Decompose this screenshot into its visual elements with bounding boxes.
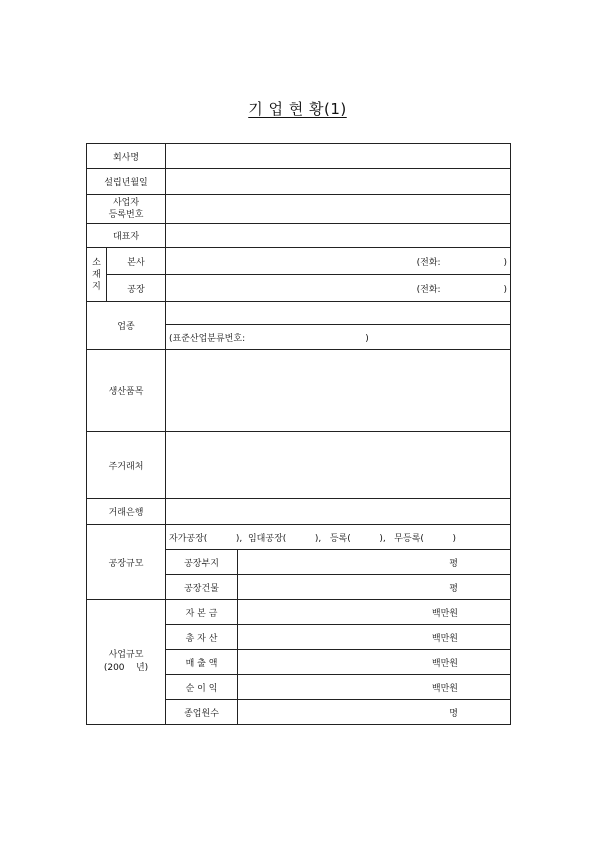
ownership-field[interactable]: 자가공장( ), 임대공장( ), 등록( ), 무등록( ): [166, 525, 511, 550]
products-field[interactable]: [166, 350, 511, 432]
location-char-1: 소: [92, 257, 101, 268]
sales-field[interactable]: [238, 650, 511, 675]
biz-scale-label-line2: (200 년): [103, 663, 149, 673]
factory-building-field[interactable]: [238, 575, 511, 600]
total-assets-unit: 백만원: [431, 633, 458, 644]
main-clients-label: 주거래처: [87, 432, 166, 499]
biz-scale-label-line1: 사업규모: [108, 650, 144, 660]
factory-scale-label: 공장규모: [87, 525, 166, 600]
factory-site-unit: 평: [449, 558, 458, 569]
sales-label: 매 출 액: [166, 650, 238, 675]
factory-label: 공장: [107, 275, 166, 302]
factory-site-label: 공장부지: [166, 550, 238, 575]
head-office-phone-field[interactable]: (전화: ): [166, 248, 511, 275]
biz-reg-label-line1: 사업자: [112, 198, 140, 208]
employees-label: 종업원수: [166, 700, 238, 725]
page-title: 기 업 현 황(1): [248, 100, 347, 118]
total-assets-label: 총 자 산: [166, 625, 238, 650]
location-label: [87, 248, 107, 302]
sales-unit: 백만원: [431, 658, 458, 669]
location-char-3: 지: [92, 281, 101, 292]
factory-building-label: 공장건물: [166, 575, 238, 600]
net-profit-field[interactable]: [238, 675, 511, 700]
main-clients-field[interactable]: [166, 432, 511, 499]
factory-site-field[interactable]: [238, 550, 511, 575]
bank-label: 거래은행: [87, 499, 166, 525]
bank-field[interactable]: [166, 499, 511, 525]
industry-field[interactable]: [166, 302, 511, 325]
capital-unit: 백만원: [431, 608, 458, 619]
biz-reg-label-line2: 등록번호: [108, 210, 144, 220]
biz-reg-label: [87, 195, 166, 224]
industry-code-field[interactable]: (표준산업분류번호: ): [166, 325, 511, 350]
capital-field[interactable]: [238, 600, 511, 625]
biz-reg-field[interactable]: [166, 195, 511, 224]
head-office-label: 본사: [107, 248, 166, 275]
established-field[interactable]: [166, 169, 511, 195]
ceo-label: 대표자: [87, 224, 166, 248]
net-profit-unit: 백만원: [431, 683, 458, 694]
factory-phone-field[interactable]: (전화: ): [166, 275, 511, 302]
industry-label: 업종: [87, 302, 166, 350]
employees-unit: 명: [449, 708, 458, 719]
factory-building-unit: 평: [449, 583, 458, 594]
employees-field[interactable]: [238, 700, 511, 725]
biz-scale-label: [87, 600, 166, 725]
company-status-form: [86, 143, 511, 725]
company-name-field[interactable]: [166, 144, 511, 169]
company-name-label: 회사명: [87, 144, 166, 169]
location-char-2: 재: [92, 269, 101, 280]
capital-label: 자 본 금: [166, 600, 238, 625]
total-assets-field[interactable]: [238, 625, 511, 650]
ceo-field[interactable]: [166, 224, 511, 248]
established-label: 설립년월일: [87, 169, 166, 195]
net-profit-label: 순 이 익: [166, 675, 238, 700]
products-label: 생산품목: [87, 350, 166, 432]
